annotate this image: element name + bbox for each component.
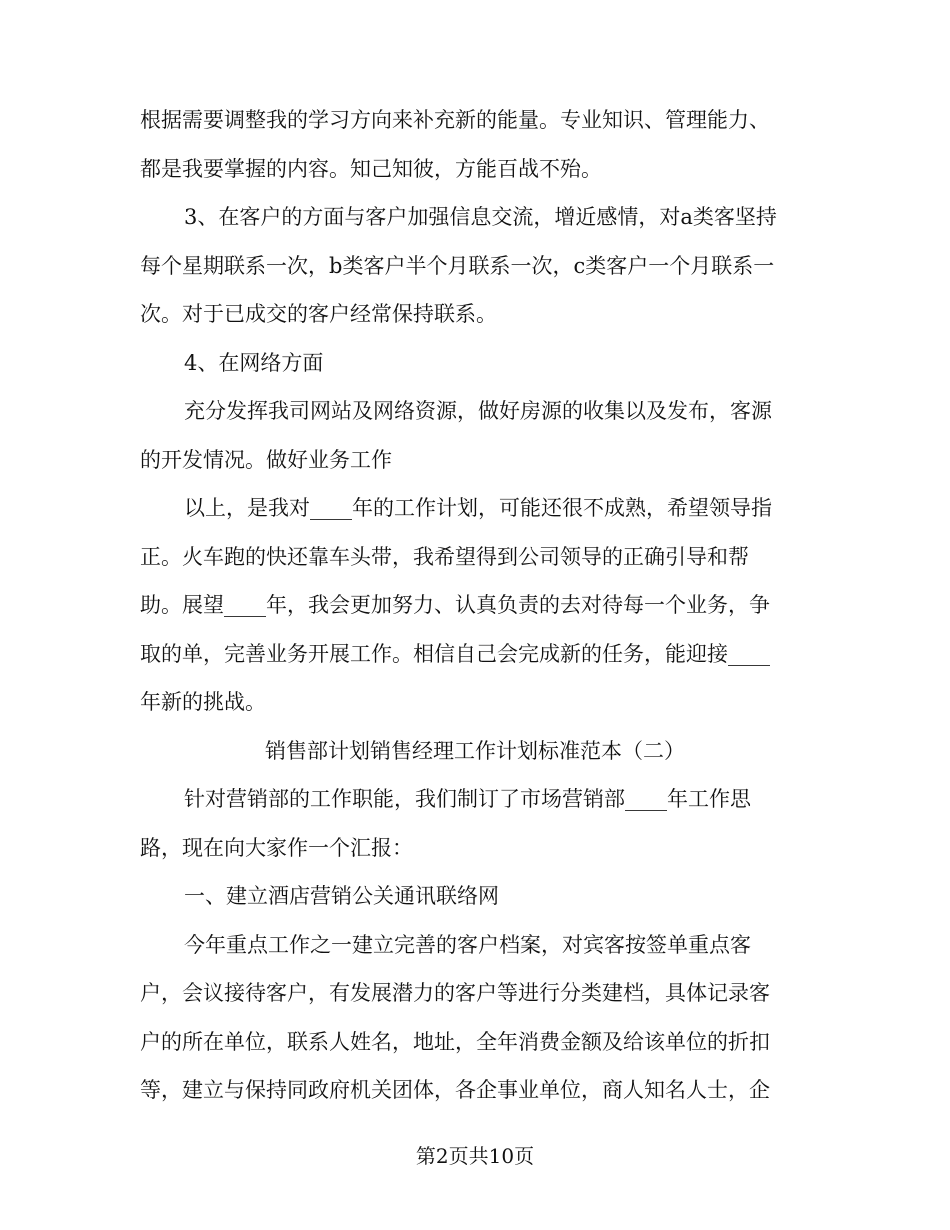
text-line: 4、在网络方面 [184,350,324,375]
section-heading: 一、建立酒店营销公关通讯联络网 [184,884,499,908]
text-line: 根据需要调整我的学习方向来补充新的能量。专业知识、管理能力、 [140,108,770,132]
text-line: 3、在客户的方面与客户加强信息交流，增近感情，对a类客坚持 [184,205,777,229]
text-line: 等，建立与保持同政府机关团体，各企事业单位，商人知名人士，企 [140,1078,770,1102]
text-line: 助。展望____年，我会更加努力、认真负责的去对待每一个业务，争 [140,593,770,617]
text-line: 取的单，完善业务开展工作。相信自己会完成新的任务，能迎接____ [140,641,770,666]
text-line: 充分发挥我司网站及网络资源，做好房源的收集以及发布，客源 [184,399,772,423]
text-line: 路，现在向大家作一个汇报： [140,835,413,860]
text-line: 正。火车跑的快还靠车头带，我希望得到公司领导的正确引导和帮 [140,544,749,569]
text-line: 的开发情况。做好业务工作 [140,447,392,472]
page-footer: 第2页共10页 [415,1144,535,1168]
text-line: 以上，是我对____年的工作计划，可能还很不成熟，希望领导指 [184,496,772,520]
text-line: 户的所在单位，联系人姓名，地址，全年消费金额及给该单位的折扣 [140,1029,770,1054]
text-line: 都是我要掌握的内容。知己知彼，方能百战不殆。 [140,156,602,181]
text-line: 年新的挑战。 [140,690,266,714]
text-line: 户，会议接待客户，有发展潜力的客户等进行分类建档，具体记录客 [140,981,770,1005]
document-body [140,96,810,1115]
text-line: 次。对于已成交的客户经常保持联系。 [140,302,497,326]
text-line: 针对营销部的工作职能，我们制订了市场营销部____年工作思 [184,787,751,811]
text-line: 今年重点工作之一建立完善的客户档案，对宾客按签单重点客 [184,932,751,957]
section-title: 销售部计划销售经理工作计划标准范本（二） [265,738,685,763]
text-line: 每个星期联系一次，b类客户半个月联系一次，c类客户一个月联系一 [140,253,775,278]
